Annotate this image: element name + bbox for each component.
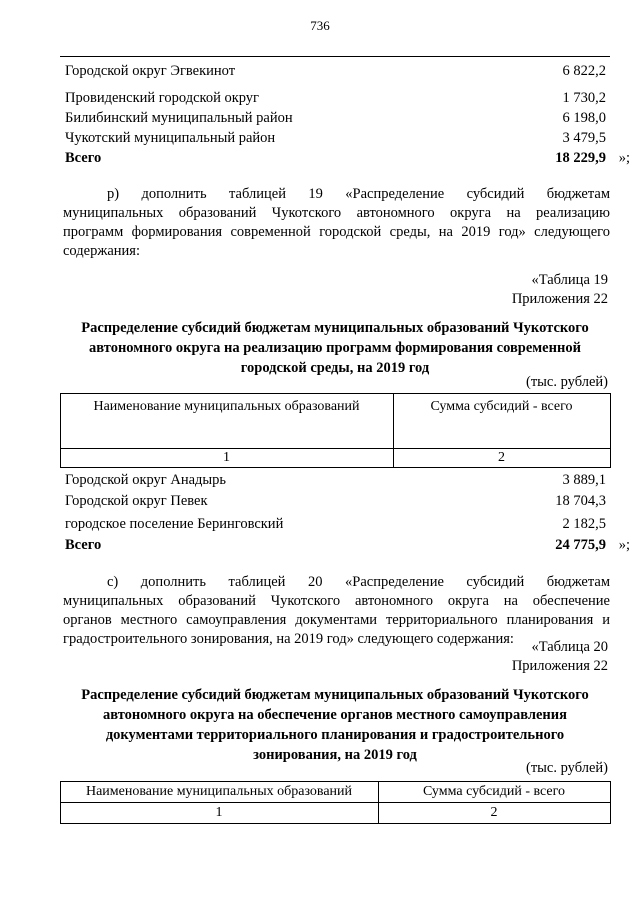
table-caption-appendix: Приложения 22 [511, 658, 608, 674]
row-name: Провиденский городской округ [65, 90, 260, 106]
row-name: Городской округ Певек [65, 493, 208, 509]
column-number: 1 [223, 450, 230, 465]
row-name: Чукотский муниципальный район [65, 130, 276, 146]
row-value: 6 198,0 [562, 110, 606, 126]
column-number: 1 [215, 805, 223, 820]
table-top-border [60, 56, 610, 57]
title-line: Распределение субсидий бюджетам муниципальных образований Чукотского [81, 320, 589, 336]
paragraph-line: градостроительного зонирования, на 2019 год» следующего содержания: [63, 631, 514, 647]
units-label: (тыс. рублей) [526, 760, 608, 776]
title-line: городской среды, на 2019 год [240, 360, 430, 376]
total-label: Всего [65, 537, 102, 553]
paragraph-line: с) дополнить таблицей 20 «Распределение субсидий бюджетам [107, 574, 610, 590]
column-number: 2 [498, 450, 505, 465]
row-value: 6 822,2 [562, 63, 606, 79]
table-caption: «Таблица 19 [531, 272, 608, 288]
row-value: 1 730,2 [562, 90, 606, 106]
title-line: Распределение субсидий бюджетам муниципальных образований Чукотского [81, 687, 589, 703]
table-caption-appendix: Приложения 22 [511, 291, 608, 307]
paragraph-line: р) дополнить таблицей 19 «Распределение субсидий бюджетам [107, 186, 610, 202]
column-header-name: Наименование муниципальных образований [93, 399, 360, 414]
table-total-row [63, 150, 630, 170]
row-value: 18 704,3 [555, 493, 606, 509]
row-name: Городской округ Анадырь [65, 472, 227, 488]
column-number: 2 [490, 805, 498, 820]
title-line: автономного округа на обеспечение органов местного самоуправления [103, 707, 567, 723]
table-row [63, 90, 606, 110]
table-row [63, 130, 606, 150]
table-title [50, 687, 620, 767]
table-border [60, 823, 611, 824]
table-border [60, 467, 611, 468]
table-caption: «Таблица 20 [531, 639, 608, 655]
paragraph-line: органов местного самоуправления документами территориального планирования и [63, 612, 610, 628]
closing-quote: »; [618, 150, 630, 166]
table-border [60, 802, 611, 803]
paragraph-line: муниципальных образований Чукотского автономного округа на обеспечение [63, 593, 610, 609]
column-header-sum: Сумма субсидий - всего [430, 399, 573, 414]
table-border [610, 393, 611, 467]
total-value: 18 229,9 [555, 150, 606, 166]
row-value: 3 479,5 [562, 130, 606, 146]
column-header-sum: Сумма субсидий - всего [422, 784, 566, 799]
row-name: Городской округ Эгвекинот [65, 63, 236, 79]
closing-quote: »; [618, 537, 630, 553]
table-row [63, 493, 606, 513]
table-border [60, 781, 611, 782]
total-value: 24 775,9 [555, 537, 606, 553]
row-value: 2 182,5 [562, 516, 606, 532]
table-border [60, 448, 611, 449]
table-border [60, 393, 611, 394]
row-value: 3 889,1 [562, 472, 606, 488]
total-label: Всего [65, 150, 102, 166]
units-label: (тыс. рублей) [526, 374, 608, 390]
paragraph-line: программ формирования современной городской среды, на 2019 год» следующего [63, 224, 610, 240]
row-name: городское поселение Беринговский [65, 516, 284, 532]
table-title [50, 320, 620, 380]
title-line: автономного округа на реализацию программ формирования современной [89, 340, 581, 356]
table-border [610, 781, 611, 823]
table-total-row [63, 537, 630, 557]
paragraph-r [63, 186, 610, 262]
paragraph-line: содержания: [63, 243, 141, 259]
table-row [63, 63, 606, 83]
paragraph-line: муниципальных образований Чукотского автономного округа на реализацию [63, 205, 610, 221]
table-row [63, 472, 606, 492]
page-number: 736 [310, 18, 330, 33]
row-name: Билибинский муниципальный район [65, 110, 293, 126]
table-row [63, 110, 606, 130]
title-line: зонирования, на 2019 год [253, 747, 417, 763]
title-line: документами территориального планирования и градостроительного [105, 727, 565, 743]
column-header-name: Наименование муниципальных образований [85, 784, 353, 799]
table-row [63, 516, 606, 536]
paragraph-s [63, 574, 610, 650]
